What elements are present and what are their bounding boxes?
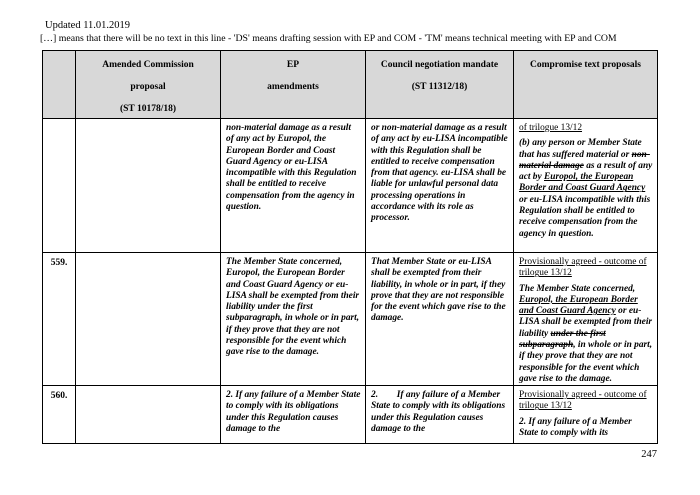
header-line: Amended Commission — [102, 60, 194, 70]
negotiation-table — [42, 50, 658, 444]
text-segment: The Member State concerned, — [519, 283, 636, 294]
text-segment: non-material damage as a result of any act by Europol, the European Border and Coast Guard Agency or eu-LISA incompatible with this Regulation shall be entitled to receive compensation from the agency in question. — [226, 123, 357, 213]
text-segment: 2. If any failure of a Member State to comply with its obligations under this Regulation causes damage to the — [371, 390, 506, 434]
cell-paragraph — [519, 417, 653, 440]
text-segment: 2. If any failure of a Member State to comply with its obligations under this Regulation causes damage to the — [226, 390, 361, 434]
row-559-council-mandate-cell — [366, 253, 514, 386]
cell-paragraph — [371, 257, 509, 325]
page-number: 247 — [641, 449, 657, 460]
row-560-ep-amendments-cell — [221, 386, 366, 444]
row-559-number-cell: 559. — [43, 253, 76, 386]
text-segment: Provisionally agreed - outcome of trilogue 13/12 — [519, 390, 647, 412]
header-line: Council negotiation mandate — [380, 60, 499, 70]
provisional-agreement-note — [519, 257, 653, 280]
row-559-amended-commission-cell — [76, 253, 221, 386]
text-segment: or eu-LISA incompatible with this Regulation shall be entitled to receive compensation from the agency in question. — [519, 194, 651, 239]
cell-paragraph — [226, 257, 361, 359]
header-council-negotiation-mandate — [366, 51, 514, 119]
row-continuation-number-cell — [43, 119, 76, 253]
row-560-council-mandate-cell — [366, 386, 514, 444]
text-segment: , in whole or in part, if they prove that they are not responsible for the event which gave rise to the damage. — [519, 340, 653, 384]
cell-paragraph — [226, 123, 361, 213]
header-number-col — [43, 51, 76, 119]
row-continuation-compromise-cell — [514, 119, 658, 253]
cell-paragraph — [371, 123, 509, 225]
text-segment: (b) any person or Member State that has suffered material or — [519, 138, 642, 160]
text-segment: non-material damage — [519, 149, 650, 171]
cell-paragraph — [519, 138, 653, 240]
text-segment: or eu-LISA shall be exempted from their liability — [519, 306, 653, 339]
text-segment: of trilogue 13/12 — [519, 123, 583, 133]
row-559-compromise-cell — [514, 253, 658, 386]
header-amended-commission-proposal — [76, 51, 221, 119]
row-560-amended-commission-cell — [76, 386, 221, 444]
cell-paragraph — [371, 390, 509, 435]
row-continuation-council-mandate-cell — [366, 119, 514, 253]
row-559-ep-amendments-cell — [221, 253, 366, 386]
header-line: Compromise text proposals — [529, 60, 641, 70]
legend-note-line: […] means that there will be no text in this line - 'DS' means drafting session with EP and COM - 'TM' means technical meeting with EP and COM — [40, 33, 617, 44]
row-560-compromise-cell — [514, 386, 658, 444]
cell-paragraph — [226, 390, 361, 435]
provisional-agreement-note — [519, 390, 653, 413]
header-line: (ST 11312/18) — [411, 82, 468, 92]
text-segment: 2. If any failure of a Member State to comply with its — [519, 416, 632, 438]
row-continuation-amended-commission-cell — [76, 119, 221, 253]
text-segment: under the first subparagraph — [519, 328, 606, 351]
header-line: proposal — [130, 82, 166, 92]
provisional-agreement-note — [519, 123, 653, 134]
header-compromise-text-proposals — [514, 51, 658, 119]
text-segment: Provisionally agreed - outcome of trilogue 13/12 — [519, 257, 647, 279]
text-segment: Europol, the European Border and Coast Guard Agency — [519, 294, 638, 317]
cell-paragraph — [519, 284, 653, 386]
header-ep-amendments — [221, 51, 366, 119]
header-line: amendments — [267, 82, 319, 92]
row-560-number-cell: 560. — [43, 386, 76, 444]
text-segment: That Member State or eu-LISA shall be exempted from their liability, in whole or in part, if they prove that they are not responsible for the event which gave rise to the damage. — [371, 257, 506, 324]
text-segment: Europol, the European Border and Coast Guard Agency — [519, 172, 646, 194]
text-segment: The Member State concerned, Europol, the European Border and Coast Guard Agency or eu-LISA shall be exempted from their liability under the first subparagraph, in whole or in part, if they prove that they are not responsible for the event which gave rise to the damage. — [226, 257, 360, 358]
header-line: (ST 10178/18) — [119, 104, 177, 114]
row-continuation-ep-amendments-cell — [221, 119, 366, 253]
text-segment: as a result of any act by — [519, 160, 653, 183]
header-line: EP — [286, 60, 300, 70]
text-segment: or non-material damage as a result of any act by eu-LISA incompatible with this Regulation shall be entitled to receive compensation from that agency. eu-LISA shall be liable for unlawful personal data processing operations in accordance with its role as processor. — [371, 123, 508, 224]
updated-date-line: Updated 11.01.2019 — [45, 20, 131, 31]
